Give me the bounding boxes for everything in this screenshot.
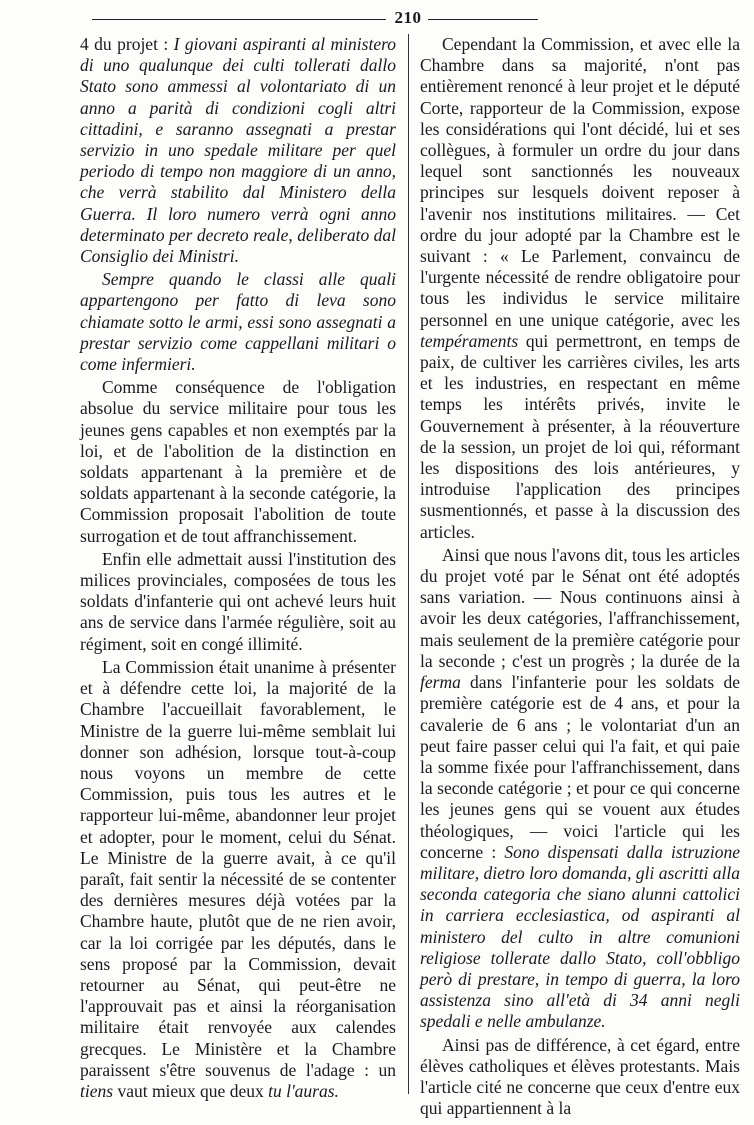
right-p2-it1: ferma — [420, 672, 461, 693]
right-column — [420, 34, 740, 1119]
right-p2-b: dans l'infanterie pour les soldats de première catégorie est de 4 ans, et pour la cavalerie de 6 ans ; le volontariat d'un an peut faire passer celui qui l'a fait, et qui paie la somme fixée pour l'affranchissement, dans la seconde catégorie ; et pour ce qui concerne les jeunes gens qui se vouent aux études théologiques, — voici l'article qui les concerne : — [420, 672, 740, 862]
left-p5-a: La Commission était unanime à présenter et à défendre cette loi, la majorité de la Chambre l'accueillait favorablement, le Ministre de la guerre lui-même semblait lui donner son adhésion, lorsque tout-à-coup nous voyons un membre de cette Commission, puis tous les autres et le rapporteur lui-même, abandonner leur projet et adopter, pour le moment, celui du Sénat. Le Ministre de la guerre avait, à ce qu'il paraît, fait sentir la nécessité de se contenter des dernières mesures déjà votées par la Chambre haute, plutôt que de ne rien avoir, car la loi corrigée par les députés, dans le sens proposé par la Commission, devait retourner au Sénat, qui peut-être ne l'approuvait pas et ainsi la réorganisation militaire était renvoyée aux calendes grecques. Le Ministère et la Chambre paraissent s'être souvenus de l'adage : un — [80, 656, 396, 1080]
right-paragraph-2 — [420, 545, 740, 1033]
right-p2-a: Ainsi que nous l'avons dit, tous les articles du projet voté par le Sénat ont été adoptés sans variation. — Nous continuons ainsi à avoir les deux catégories, l'affranchissement, mais seulement de la première catégorie pour la seconde ; c'est un progrès ; la durée de la — [420, 544, 740, 671]
header-rule-left — [92, 19, 386, 20]
left-paragraph-3: Comme conséquence de l'obligation absolue du service militaire pour tous les jeunes gens capables et non exemptés par la loi, et de l'abolition de la distinction en soldats appartenant à la première et de soldats appartenant à la seconde catégorie, la Commission proposait l'abolition de toute surrogation et de tout affranchissement. — [80, 377, 396, 546]
right-p1-b: qui permettront, en temps de paix, de cultiver les carrières civiles, les arts et les industries, en respectant en même temps les intérêts privés, invite le Gouvernement à présenter, à la réouverture de la session, un projet de loi qui, réformant les dispositions des lois antérieures, y introduise l'application des principes susmentionnés, et passe à la discussion des articles. — [420, 330, 740, 542]
column-divider — [408, 34, 409, 1094]
left-p1-italic: I giovani aspiranti al ministero di uno qualunque dei culti tollerati dallo Stato sono ammessi al volontariato di un anno a parità di condizioni cogli altri cittadini, e saranno assegnati a prestar servizio in uno spedale militare per quel periodo di tempo non maggiore di un anno, che verrà stabilito dal Ministero della Guerra. Il loro numero verrà ogni anno determinato per decreto reale — [80, 34, 396, 245]
right-p1-a: Cependant la Commission, et avec elle la Chambre dans sa majorité, n'ont pas entièrement renoncé à leur projet et le député Corte, rapporteur de la Commission, expose les considérations qui l'ont décidé, lui et ses collègues, à formuler un ordre du jour dans lequel sont sanctionnés les nouveaux principes sur lesquels doivent reposer à l'avenir nos institutions militaires. — Cet ordre du jour adopté par la Chambre est le suivant : « Le Parlement, convaincu de l'urgente nécessité de rendre obligatoire pour tous les individus le service militaire personnel en une unique catégorie, avec les — [420, 34, 740, 330]
left-p5-it2: tu l'auras. — [268, 1080, 339, 1101]
right-paragraph-3: Ainsi pas de différence, à cet égard, entre élèves catholiques et élèves protestants. Mais l'article cité ne concerne que ceux d'entre eux qui appartiennent à la — [420, 1034, 740, 1119]
header-rule-right — [428, 19, 538, 20]
right-p1-it: tempéraments — [420, 330, 519, 351]
left-p5-it1: tiens — [80, 1080, 114, 1101]
page-header — [0, 6, 754, 28]
left-paragraph-2: Sempre quando le classi alle quali appartengono per fatto di leva sono chiamate sotto le armi, essi sono assegnati a prestar servizio come cappellani militari o come infermieri. — [80, 269, 396, 375]
left-paragraph-4: Enfin elle admettait aussi l'institution des milices provinciales, composées de tous les soldats d'infanterie qui ont achevé leurs huit ans de service dans l'armée régulière, soit au régiment, soit en congé illimité. — [80, 548, 396, 654]
left-p5-b: vaut mieux que deux — [113, 1080, 269, 1101]
left-paragraph-1 — [80, 34, 396, 267]
right-p2-it2: Sono dispensati dalla istruzione militare, dietro loro domanda, gli ascritti alla seconda categoria che siano alunni cattolici in carriera ecclesiastica, od aspiranti al ministero del culto in altre comunioni religiose tollerate dallo Stato, coll'obbligo però di prestare, in tempo di guerra, la loro assistenza sino all'età di 34 anni negli spedali e nelle ambulanze. — [420, 841, 741, 1032]
right-paragraph-1 — [420, 34, 740, 543]
page-number: 210 — [394, 8, 422, 27]
left-column — [80, 34, 396, 1102]
left-p1-tail: deliberato dal Consiglio dei Ministri. — [80, 224, 397, 267]
left-p1-lead: 4 du projet : — [80, 34, 174, 54]
left-p1-mid: , — [288, 224, 298, 245]
left-paragraph-5 — [80, 657, 396, 1102]
